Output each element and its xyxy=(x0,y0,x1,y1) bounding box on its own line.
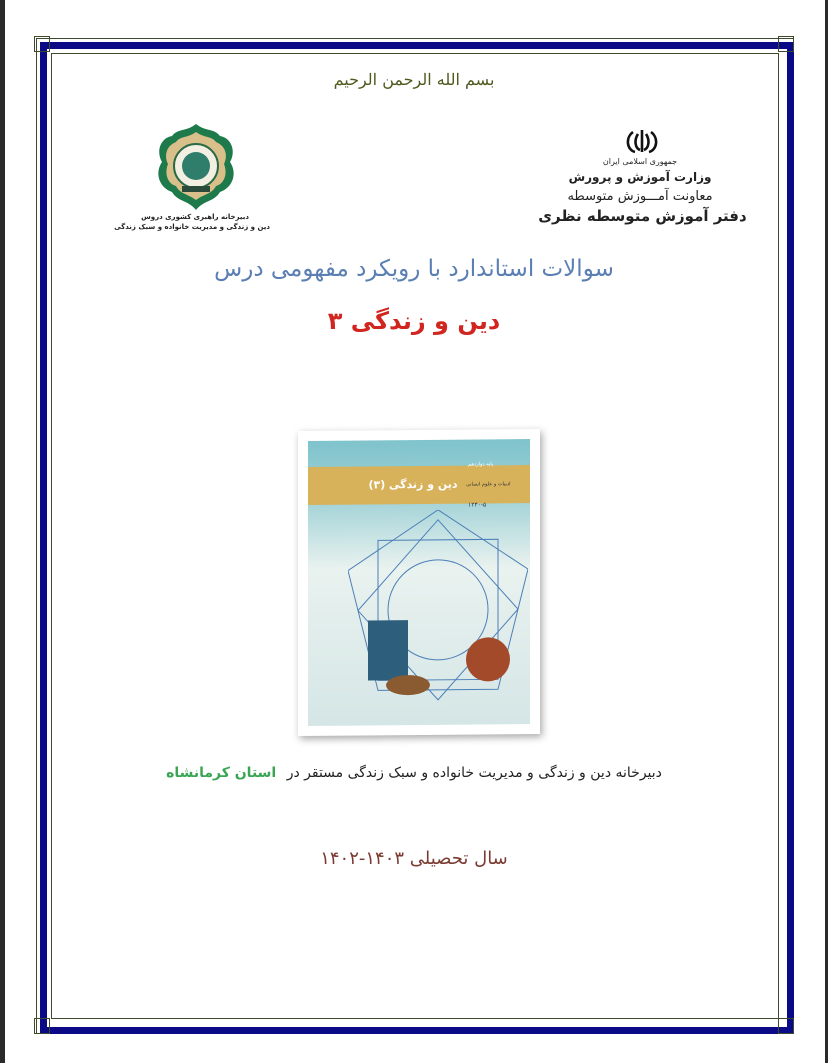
logo-caption-2: دین و زندگی و مدیریت خانواده و سبک زندگی xyxy=(114,223,270,231)
header-line-1: جمهوری اسلامی ایران xyxy=(602,157,678,166)
secretariat-text: دبیرخانه دین و زندگی و مدیریت خانواده و سبک زندگی مستقر در xyxy=(286,765,662,781)
academic-year: سال تحصیلی ۱۴۰۳-۱۴۰۲ xyxy=(320,848,508,869)
header-line-2: وزارت آموزش و پرورش xyxy=(568,170,712,184)
border-corner xyxy=(34,1018,50,1034)
secretariat-line xyxy=(0,765,828,781)
book-title: دین و زندگی (۳) xyxy=(368,477,458,492)
header-line-4: دفتر آموزش متوسطه نظری xyxy=(538,207,747,225)
secretariat-logo xyxy=(154,122,238,212)
book-cover-image xyxy=(298,429,540,736)
province-name: استان کرمانشاه xyxy=(166,765,277,781)
logo-caption-1: دبیرخانه راهبری کشوری دروس xyxy=(141,213,249,221)
border-corner xyxy=(34,36,50,52)
book-field: ادبیات و علوم انسانی xyxy=(466,481,511,488)
border-corner xyxy=(778,36,794,52)
border-corner xyxy=(778,1018,794,1034)
header-line-3: معاونت آمـــوزش متوسطه xyxy=(567,189,713,204)
subject-title: دین و زندگی ۳ xyxy=(327,307,501,335)
viewer-edge-left xyxy=(0,0,5,1063)
iran-emblem-icon xyxy=(625,130,659,154)
book-code: ۱۲۴۰-۵ xyxy=(468,501,487,509)
document-title: سوالات استاندارد با رویکرد مفهومی درس xyxy=(214,256,614,282)
book-grade: پایه دوازدهم xyxy=(468,461,494,468)
basmala: بسم الله الرحمن الرحیم xyxy=(333,70,495,89)
